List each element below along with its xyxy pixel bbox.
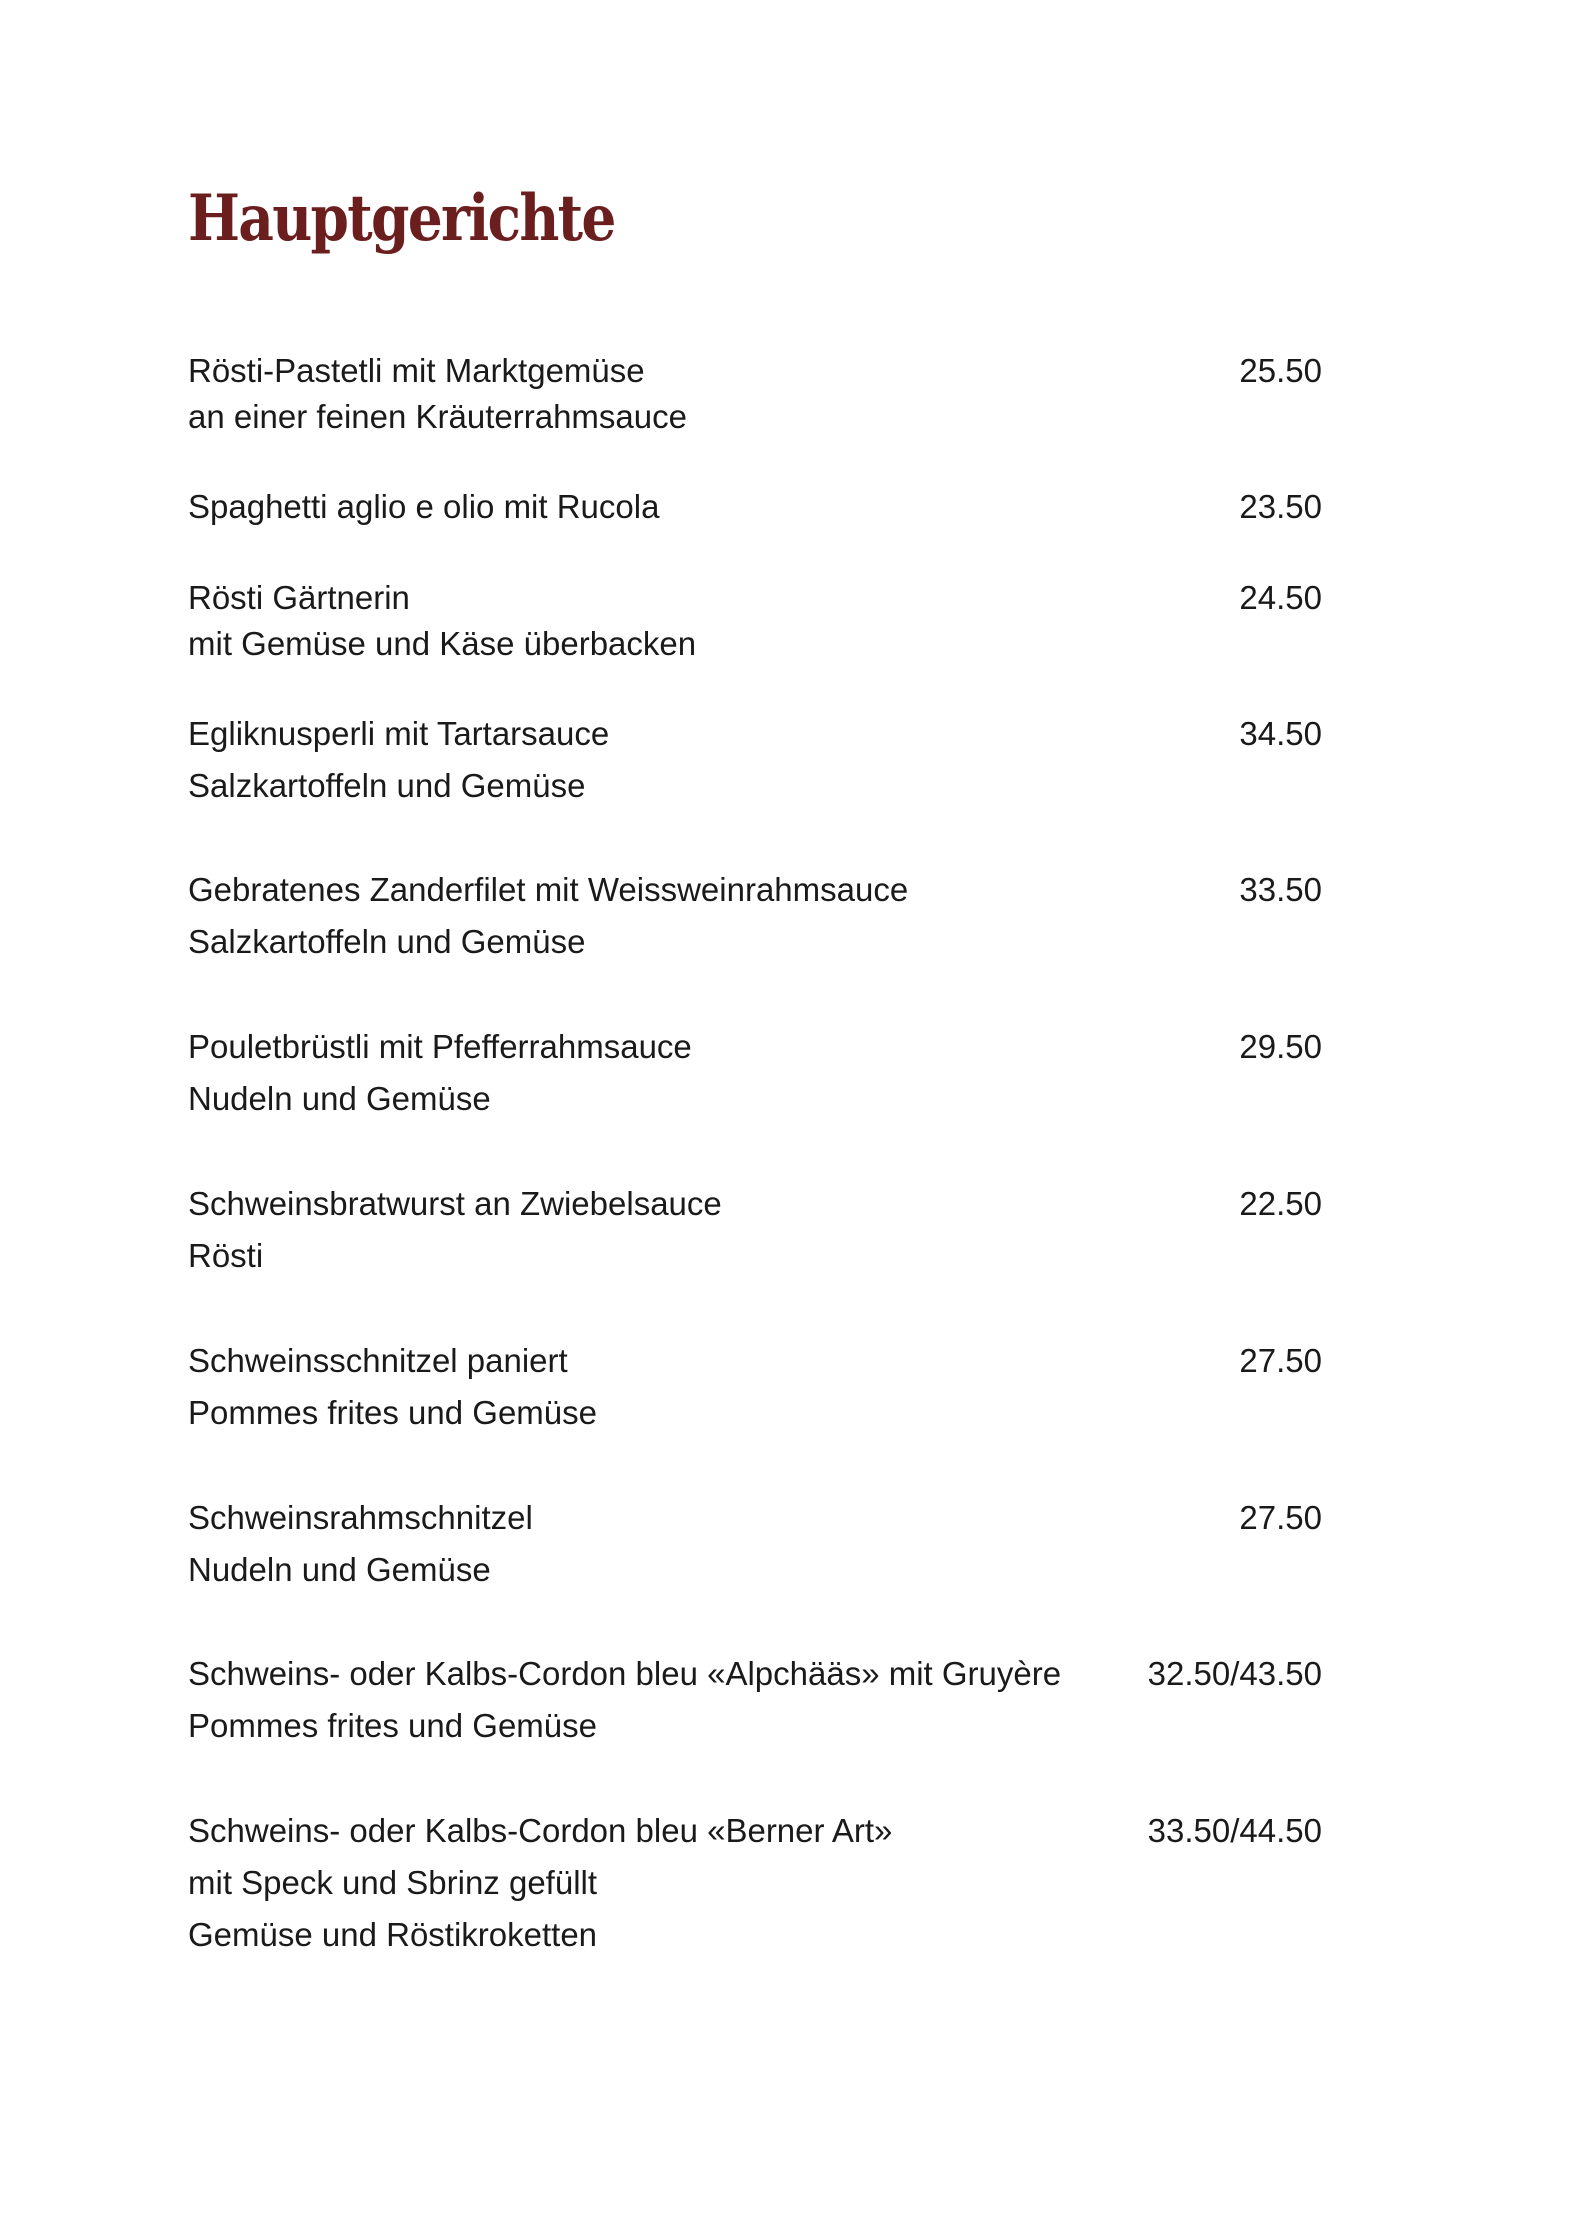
menu-item-price: 24.50 (1239, 579, 1322, 616)
menu-item-price: 33.50 (1239, 871, 1322, 908)
menu-item-detail: Nudeln und Gemüse (188, 1551, 491, 1588)
menu-list (188, 0, 1322, 2222)
menu-item-price: 32.50/43.50 (1147, 1655, 1322, 1692)
menu-item-price: 34.50 (1239, 715, 1322, 752)
menu-item-price: 29.50 (1239, 1028, 1322, 1065)
menu-item-price: 22.50 (1239, 1185, 1322, 1222)
menu-item-detail: Pommes frites und Gemüse (188, 1394, 597, 1431)
menu-item-name: Egliknusperli mit Tartarsauce (188, 715, 610, 752)
menu-item-detail: mit Gemüse und Käse überbacken (188, 625, 697, 662)
menu-item-price: 27.50 (1239, 1499, 1322, 1536)
menu-item-description (188, 575, 1088, 667)
menu-item-description (188, 1178, 1088, 1282)
menu-item-detail: Gemüse und Röstikroketten (188, 1916, 598, 1953)
menu-item-description (188, 1648, 1088, 1752)
menu-item-detail: Nudeln und Gemüse (188, 1080, 491, 1117)
menu-item-detail: Salzkartoffeln und Gemüse (188, 767, 586, 804)
menu-item-name: Rösti Gärtnerin (188, 579, 410, 616)
menu-item-detail: Pommes frites und Gemüse (188, 1707, 597, 1744)
menu-item-detail: mit Speck und Sbrinz gefüllt (188, 1864, 598, 1901)
menu-item-price: 27.50 (1239, 1342, 1322, 1379)
menu-item-price: 25.50 (1239, 352, 1322, 389)
menu-item-description (188, 1335, 1088, 1439)
menu-item-name: Schweinsrahmschnitzel (188, 1499, 533, 1536)
menu-item-name: Schweins- oder Kalbs-Cordon bleu «Alpchääs» mit Gruyère (188, 1655, 1062, 1692)
menu-item-name: Schweinsbratwurst an Zwiebelsauce (188, 1185, 722, 1222)
menu-item-description (188, 1021, 1088, 1125)
menu-item-name: Schweins- oder Kalbs-Cordon bleu «Berner Art» (188, 1812, 893, 1849)
menu-item-price: 23.50 (1239, 488, 1322, 525)
menu-item-name: Schweinsschnitzel paniert (188, 1342, 568, 1379)
menu-item-description (188, 348, 1088, 440)
menu-item-name: Spaghetti aglio e olio mit Rucola (188, 488, 660, 525)
menu-item-description (188, 1492, 1088, 1596)
menu-item-name: Rösti-Pastetli mit Marktgemüse (188, 352, 645, 389)
menu-item-description (188, 864, 1088, 968)
menu-item-detail: Rösti (188, 1237, 264, 1274)
menu-item-name: Gebratenes Zanderfilet mit Weissweinrahmsauce (188, 871, 909, 908)
menu-item-detail: an einer feinen Kräuterrahmsauce (188, 398, 687, 435)
menu-item-description (188, 1805, 1088, 1961)
menu-item-description (188, 484, 1088, 530)
menu-item-price: 33.50/44.50 (1147, 1812, 1322, 1849)
menu-item-detail: Salzkartoffeln und Gemüse (188, 923, 586, 960)
menu-item-description (188, 708, 1088, 812)
menu-item-name: Pouletbrüstli mit Pfefferrahmsauce (188, 1028, 692, 1065)
page-title: Hauptgerichte (188, 181, 615, 256)
